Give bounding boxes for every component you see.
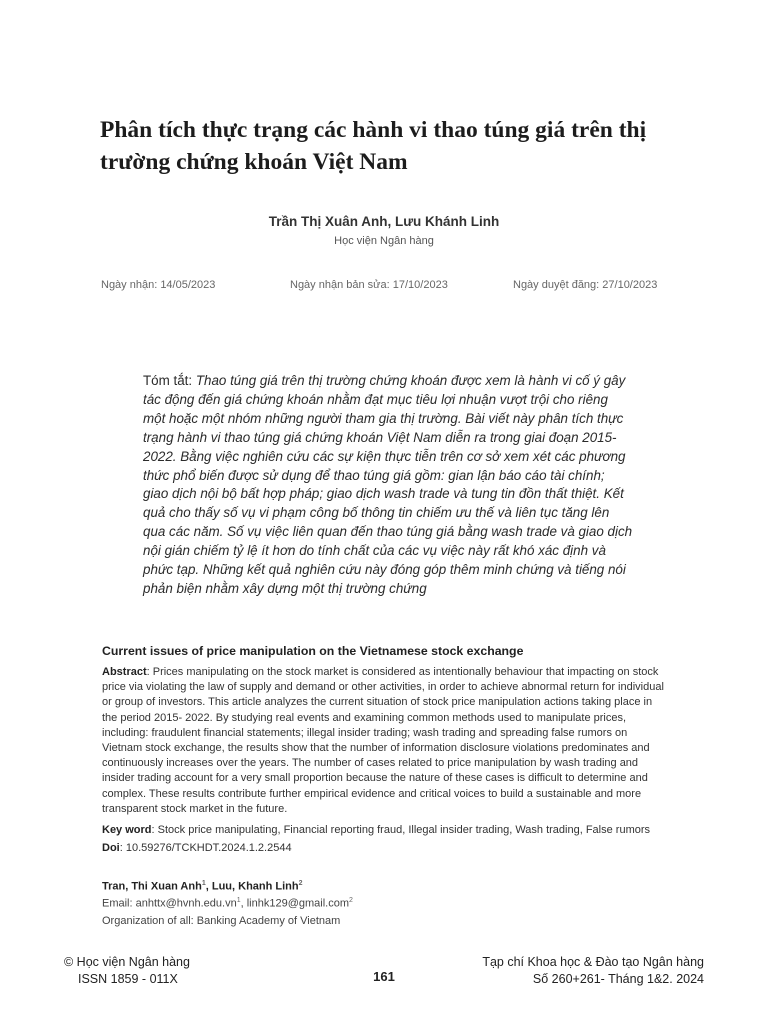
author-names-en — [102, 880, 303, 893]
abstract-vn-label: Tóm tắt: — [143, 373, 196, 388]
date-accepted: Ngày duyệt đăng: 27/10/2023 — [513, 279, 658, 291]
author-1-sup: 1 — [201, 880, 206, 887]
abstract-en-text: : Prices manipulating on the stock market is considered as intentionally behaviour that impacting on stock price via violating the law of supply and demand or other activities, in order to achieve abnormal return for individual or group of investors. This article analyzes the current situation of stock price manipulation actions taking place in the period 2015- 2022. By studying real events and examining common methods used to manipulate prices, including: fraudulent financial statements; illegal insider trading; wash trading and spreading false rumors on Vietnam stock exchange, the results show that the number of information disclosure violations predominates and continuously increases over the years. The number of cases related to price manipulation by wash trading and insider trading account for a very small proportion because the nature of these cases is difficult to determine and complex. These results contribute further empirical evidence and critical voices to build a sustainable and more transparent stock market in the future. — [102, 666, 664, 815]
email-label: Email: — [102, 897, 136, 910]
abstract-en — [102, 665, 670, 817]
date-revised: Ngày nhận bản sửa: 17/10/2023 — [290, 279, 448, 291]
footer-issue: Số 260+261- Tháng 1&2. 2024 — [532, 972, 704, 986]
footer-journal: Tạp chí Khoa học & Đào tạo Ngân hàng — [482, 955, 704, 969]
article-title-vn: Phân tích thực trạng các hành vi thao túng giá trên thị trường chứng khoán Việt Nam — [100, 117, 647, 175]
author-2-name: Luu, Khanh Linh — [211, 880, 299, 893]
doi — [102, 842, 292, 854]
author-2-sup: 2 — [298, 880, 303, 887]
article-title-en: Current issues of price manipulation on the Vietnamese stock exchange — [102, 644, 524, 658]
email-2-link[interactable]: linhk129@gmail.com — [246, 897, 349, 910]
email-separator: , — [240, 897, 247, 910]
email-1-sup: 1 — [236, 897, 241, 904]
keywords — [102, 823, 682, 838]
keywords-text: : Stock price manipulating, Financial reporting fraud, Illegal insider trading, Wash trading, False rumors — [151, 824, 651, 836]
footer-issn: ISSN 1859 - 011X — [78, 972, 178, 986]
abstract-en-label: Abstract — [102, 666, 147, 678]
authors-vn: Trần Thị Xuân Anh, Lưu Khánh Linh — [268, 214, 500, 229]
author-emails — [102, 897, 353, 910]
footer-publisher: © Học viện Ngân hàng — [64, 955, 190, 969]
doi-text: : 10.59276/TCKHDT.2024.1.2.2544 — [119, 842, 292, 854]
abstract-vn-text: Thao túng giá trên thị trường chứng khoán được xem là hành vi cố ý gây tác động đến giá chứng khoán nhằm đạt mục tiêu lợi nhuận vượt trội cho riêng một hoặc một nhóm những người tham gia thị trường. Bài viết này phân tích thực trạng hành vi thao túng giá chứng khoán Việt Nam diễn ra trong giai đoạn 2015- 2022. Bằng việc nghiên cứu các sự kiện thực tiễn trên cơ sở xem xét các phương thức phổ biến được sử dụng để thao túng giá gồm: gian lận báo cáo tài chính; giao dịch nội bộ bất hợp pháp; giao dịch wash trade và tung tin đồn thất thiệt. Kết quả cho thấy số vụ vi phạm công bố thông tin chiếm ưu thế và liên tục tăng lên qua các năm. Số vụ việc liên quan đến thao túng giá bằng wash trade và giao dịch nội gián chiếm tỷ lệ ít hơn do tính chất của các vụ việc này rất khó xác định và phức tạp. Những kết quả nghiên cứu này đóng góp thêm minh chứng và tiếng nói phản biện nhằm xây dựng một thị trường chứng — [143, 373, 633, 596]
doi-label: Doi — [102, 842, 120, 854]
author-separator: , — [205, 880, 212, 893]
page-number: 161 — [373, 969, 395, 984]
organization: Organization of all: Banking Academy of Vietnam — [102, 915, 341, 927]
author-1-name: Tran, Thi Xuan Anh — [102, 880, 202, 893]
abstract-vn — [143, 372, 633, 599]
date-received: Ngày nhận: 14/05/2023 — [101, 279, 216, 291]
keywords-label: Key word — [102, 824, 152, 836]
email-1-link[interactable]: anhttx@hvnh.edu.vn — [135, 897, 237, 910]
affiliation-vn: Học viện Ngân hàng — [334, 235, 434, 247]
email-2-sup: 2 — [349, 897, 353, 904]
